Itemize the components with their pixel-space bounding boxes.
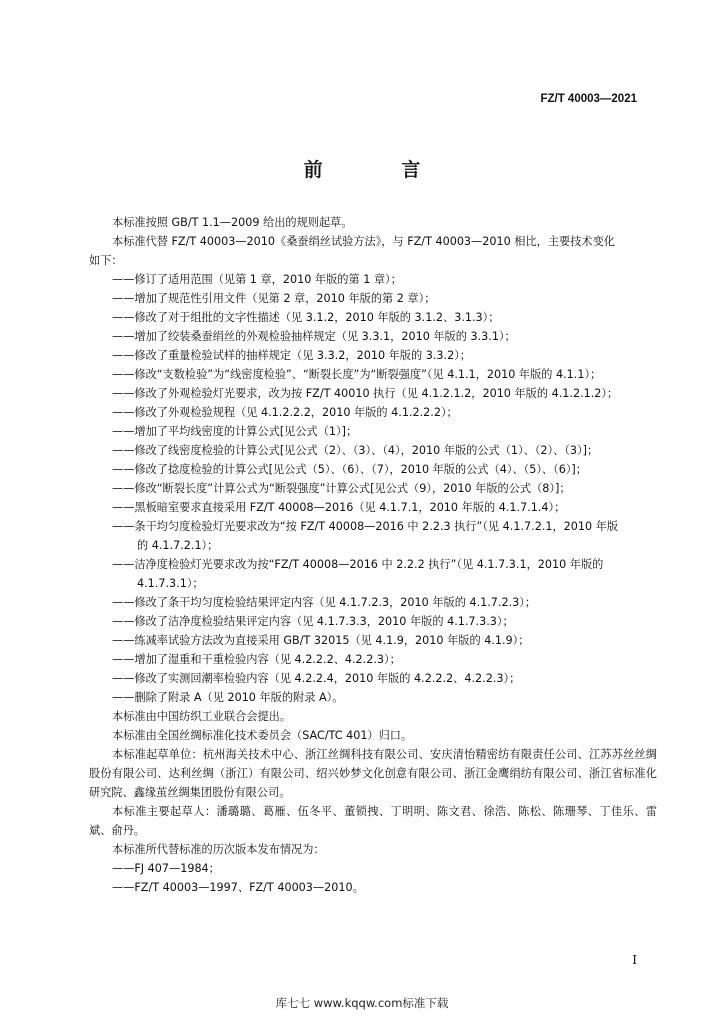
footer-watermark: 库七七 www.kqqw.com标准下载 xyxy=(275,996,449,1010)
page-number: I xyxy=(632,953,637,967)
standard-code: FZ/T 40003—2021 xyxy=(540,93,637,105)
change-item: ——修改了条干均匀度检验结果评定内容（见 4.1.7.2.3，2010 年版的 4.1.7.2.3）； xyxy=(112,596,537,609)
change-item: ——修改了对于组批的文字性描述（见 3.1.2，2010 年版的 3.1.2、3.1.3）； xyxy=(112,311,500,324)
change-item: ——修改了重量检验试样的抽样规定（见 3.3.2，2010 年版的 3.3.2）； xyxy=(112,349,471,362)
change-item: ——增加了湿重和干重检验内容（见 4.2.2.2、4.2.2.3）； xyxy=(112,653,401,666)
change-item: ——增加了平均线密度的计算公式[见公式（1）]； xyxy=(112,425,358,438)
change-item: ——修改了线密度检验的计算公式[见公式（2）、（3）、（4），2010 年版的公式（1）、（2）、（3）]； xyxy=(112,444,599,457)
proposed-by-paragraph: 本标准由中国纺织工业联合会提出。 xyxy=(112,710,292,723)
drafting-units-paragraph: 本标准起草单位：杭州海关技术中心、浙江丝绸科技有限公司、安庆清怡精密纺有限责任公司、江苏苏丝丝绸股份有限公司、达利丝绸（浙江）有限公司、绍兴妙梦文化创意有限公司、浙江金鹰绢纺有限公司、浙江省标准化研究院、鑫缘茧丝绸集团股份有限公司。 xyxy=(89,748,657,799)
change-item: ——修改了外观检验灯光要求，改为按 FZ/T 40010 执行（见 4.1.2.1.2，2010 年版的 4.1.2.1.2）； xyxy=(112,387,619,400)
drafters-paragraph: 本标准主要起草人：潘璐璐、葛雁、伍冬平、董锁拽、丁明明、陈文君、徐浩、陈松、陈珊琴、丁佳乐、雷斌、俞丹。 xyxy=(89,805,657,837)
change-item: ——修改了外观检验规程（见 4.1.2.2.2，2010 年版的 4.1.2.2.2）； xyxy=(112,406,458,419)
change-item: ——修改“支数检验”为“线密度检验”、“断裂长度”为“断裂强度”（见 4.1.1，2010 年版的 4.1.1）； xyxy=(112,368,602,381)
replaces-paragraph: 本标准代替 FZ/T 40003—2010《桑蚕绢丝试验方法》，与 FZ/T 40003—2010 相比，主要技术变化 xyxy=(112,235,615,248)
change-item: ——修改了实测回潮率检验内容（见 4.2.2.4，2010 年版的 4.2.2.2、4.2.2.3）； xyxy=(112,672,521,685)
change-item: ——增加了绞装桑蚕绢丝的外观检验抽样规定（见 3.3.1，2010 年版的 3.3.1）； xyxy=(112,330,516,343)
foreword-body xyxy=(89,213,657,897)
page-title: 前 言 xyxy=(303,159,457,181)
change-item: ——洁净度检验灯光要求改为按“FZ/T 40008—2016 中 2.2.2 执行”（见 4.1.7.3.1，2010 年版的 xyxy=(112,558,604,571)
centralized-by-paragraph: 本标准由全国丝绸标准化技术委员会（SAC/TC 401）归口。 xyxy=(112,729,413,742)
change-item: ——练减率试验方法改为直接采用 GB/T 32015（见 4.1.9，2010 年版的 4.1.9）； xyxy=(112,634,530,647)
history-item: ——FJ 407—1984； xyxy=(112,862,220,875)
change-item: ——修改“断裂长度”计算公式为“断裂强度”计算公式[见公式（9），2010 年版的公式（8）]； xyxy=(112,482,571,495)
change-item: ——黑板暗室要求直接采用 FZ/T 40008—2016（见 4.1.7.1，2010 年版的 4.1.7.1.4）； xyxy=(112,501,566,514)
change-item: ——修改了捻度检验的计算公式[见公式（5）、（6）、（7），2010 年版的公式（4）、（5）、（6）]； xyxy=(112,463,587,476)
history-item: ——FZ/T 40003—1997、FZ/T 40003—2010。 xyxy=(112,881,364,894)
change-item: ——增加了规范性引用文件（见第 2 章，2010 年版的第 2 章）； xyxy=(112,292,436,305)
drafting-rule-paragraph: 本标准按照 GB/T 1.1—2009 给出的规则起草。 xyxy=(112,216,353,229)
change-item: ——修订了适用范围（见第 1 章，2010 年版的第 1 章）； xyxy=(112,273,402,286)
change-item: ——删除了附录 A（见 2010 年版的附录 A）。 xyxy=(112,691,344,704)
change-item: ——条干均匀度检验灯光要求改为“按 FZ/T 40008—2016 中 2.2.3 执行”（见 4.1.7.2.1，2010 年版 xyxy=(112,520,619,533)
change-item-cont: 的 4.1.7.2.1）； xyxy=(137,539,219,552)
replaces-paragraph-cont: 如下： xyxy=(89,254,123,267)
change-item-cont: 4.1.7.3.1）； xyxy=(137,577,204,590)
history-intro-paragraph: 本标准所代替标准的历次版本发布情况为： xyxy=(112,843,325,856)
change-item: ——修改了洁净度检验结果评定内容（见 4.1.7.3.3，2010 年版的 4.1.7.3.3）； xyxy=(112,615,514,628)
